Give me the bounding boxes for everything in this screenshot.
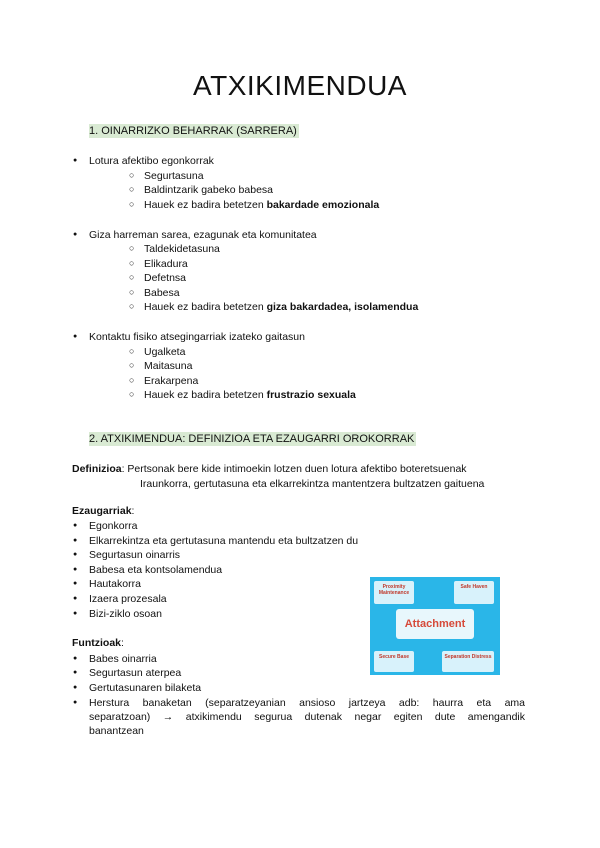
list-item: ● Babesa eta kontsolamendua [89, 564, 222, 576]
diagram-box-secure-base: Secure Base [374, 651, 414, 672]
list-item: ○ Elikadura [144, 258, 188, 270]
list-item: ○ Erakarpena [144, 375, 198, 387]
list-item: ● Gertutasunaren bilaketa [89, 682, 201, 694]
attachment-diagram-image [370, 577, 500, 675]
section-2-heading: 2. ATXIKIMENDUA: DEFINIZIOA ETA EZAUGARRI OROKORRAK [89, 433, 415, 445]
list-item: ● Giza harreman sarea, ezagunak eta komunitatea [89, 229, 317, 241]
list-item: ○ Hauek ez badira betetzen bakardade emozionala [144, 199, 379, 211]
list-item: ● Herstura banaketan (separatzeyanian ansioso jartzeya adb: haurra eta ama separatzoan) → atxikimendu segurua dutenak negar egiten dute amengandik banantzean [89, 697, 525, 737]
traits-label: Ezaugarriak: [72, 505, 135, 517]
list-item: ○ Hauek ez badira betetzen frustrazio sexuala [144, 389, 356, 401]
list-item: ○ Taldekidetasuna [144, 243, 220, 255]
definition-line-2: Iraunkorra, gertutasuna eta elkarrekintza mantentzera bultzatzen gaituena [140, 478, 485, 490]
list-item: ○ Baldintzarik gabeko babesa [144, 184, 273, 196]
list-item: ● Kontaktu fisiko atsegingarriak izateko gaitasun [89, 331, 305, 343]
list-item: ● Lotura afektibo egonkorrak [89, 155, 214, 167]
page-title: ATXIKIMENDUA [193, 70, 407, 101]
section-1-heading: 1. OINARRIZKO BEHARRAK (SARRERA) [89, 125, 297, 137]
list-item: ○ Segurtasuna [144, 170, 204, 182]
diagram-box-safe-haven: Safe Haven [454, 581, 494, 604]
definition-line-1: Definizioa: Pertsonak bere kide intimoekin lotzen duen lotura afektibo boteretsuenak [72, 463, 467, 475]
diagram-box-separation: Separation Distress [442, 651, 494, 672]
list-item: ● Izaera prozesala [89, 593, 167, 605]
list-item: ○ Defetnsa [144, 272, 186, 284]
diagram-box-proximity: Proximity Maintenance [374, 581, 414, 604]
list-item: ● Bizi-ziklo osoan [89, 608, 162, 620]
list-item: ● Egonkorra [89, 520, 137, 532]
list-item: ○ Ugalketa [144, 346, 185, 358]
list-item: ● Segurtasun oinarris [89, 549, 180, 561]
list-item: ● Segurtasun aterpea [89, 667, 181, 679]
list-item: ● Babes oinarria [89, 653, 157, 665]
functions-label: Funtzioak: [72, 637, 124, 649]
list-item: ○ Maitasuna [144, 360, 192, 372]
list-item: ○ Hauek ez badira betetzen giza bakardadea, isolamendua [144, 301, 418, 313]
list-item: ○ Babesa [144, 287, 180, 299]
list-item: ● Hautakorra [89, 578, 141, 590]
diagram-center-attachment: Attachment [396, 609, 474, 639]
list-item: ● Elkarrekintza eta gertutasuna mantendu eta bultzatzen du [89, 535, 358, 547]
